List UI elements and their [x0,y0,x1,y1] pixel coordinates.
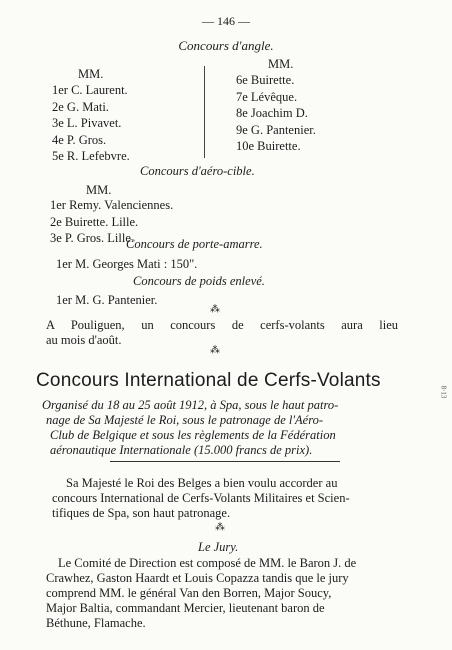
aero-header: MM. [86,183,112,197]
separator-rule [110,461,340,462]
text-line: Crawhez, Gaston Haardt et Louis Copazza tandis que le jury [46,571,349,585]
column-divider [204,66,205,158]
porte-amarre-result: 1er M. Georges Mati : 150". [56,257,198,271]
list-item: 4e P. Gros. [52,132,107,147]
jury-paragraph [46,556,356,631]
text-line: Club de Belgique et sous les règlements de la Fédération [50,428,336,442]
text-line: comprend MM. le général Van den Borren, Major Soucy, [46,586,332,600]
text-line: Organisé du 18 au 25 août 1912, à Spa, sous le haut patro- [42,398,339,412]
section-title-porte-amarre: Concours de porte-amarre. [126,237,263,251]
section-title-angle: Concours d'angle. [178,38,274,53]
list-item: 2e Buirette. Lille. [50,214,139,229]
list-item: 8e Joachim D. [236,106,308,120]
text-line: Le Comité de Direction est composé de MM. le Baron J. de [58,556,357,570]
section-title-poids: Concours de poids enlevé. [133,274,265,288]
text-line: concours International de Cerfs-Volants Militaires et Scien- [52,491,350,505]
pouliguen-paragraph [46,318,398,348]
dinkus: ⁂ [210,345,220,356]
list-item: 5e R. Lefebvre. [52,149,130,163]
page-number: — 146 — [202,14,250,28]
list-item: 3e P. Gros. Lille. [50,231,135,245]
list-item: 2e G. Mati. [52,99,109,114]
text-line: nage de Sa Majesté le Roi, sous le patronage de l'Aéro- [46,413,324,427]
patronage-paragraph [52,476,350,521]
list-item: 7e Lévêque. [236,89,298,104]
margin-mark: 8·13 [439,385,448,399]
text-line: tifiques de Spa, son haut patronage. [52,506,231,520]
text-line: aéronautique Internationale (15.000 francs de prix). [50,443,313,457]
jury-title: Le Jury. [198,540,239,554]
angle-right-header: MM. [268,57,294,71]
main-title: Concours International de Cerfs-Volants [36,370,381,391]
angle-left-list [52,82,130,165]
angle-right-list [236,72,316,155]
list-item: 10e Buirette. [236,139,301,153]
subtitle-block [42,398,338,458]
list-item: 3e L. Pivavet. [52,116,122,130]
list-item: 6e Buirette. [236,73,295,87]
list-item: 1er C. Laurent. [52,83,128,97]
dinkus: ⁂ [215,522,225,533]
text-line: Major Baltia, commandant Mercier, lieutenant baron de [46,601,325,615]
list-item: 9e G. Pantenier. [236,122,316,137]
text-line: Béthune, Flamache. [46,616,146,630]
list-item: 1er Remy. Valenciennes. [50,198,174,212]
text-line: au mois d'août. [46,333,122,347]
dinkus: ⁂ [210,304,220,315]
text-line: Sa Majesté le Roi des Belges a bien voulu accorder au [66,476,338,490]
poids-result: 1er M. G. Pantenier. [56,293,158,307]
angle-left-header: MM. [78,67,104,81]
text-line: A Pouliguen, un concours de cerfs-volants aura lieu [46,318,398,332]
section-title-aero: Concours d'aéro-cible. [140,164,255,178]
